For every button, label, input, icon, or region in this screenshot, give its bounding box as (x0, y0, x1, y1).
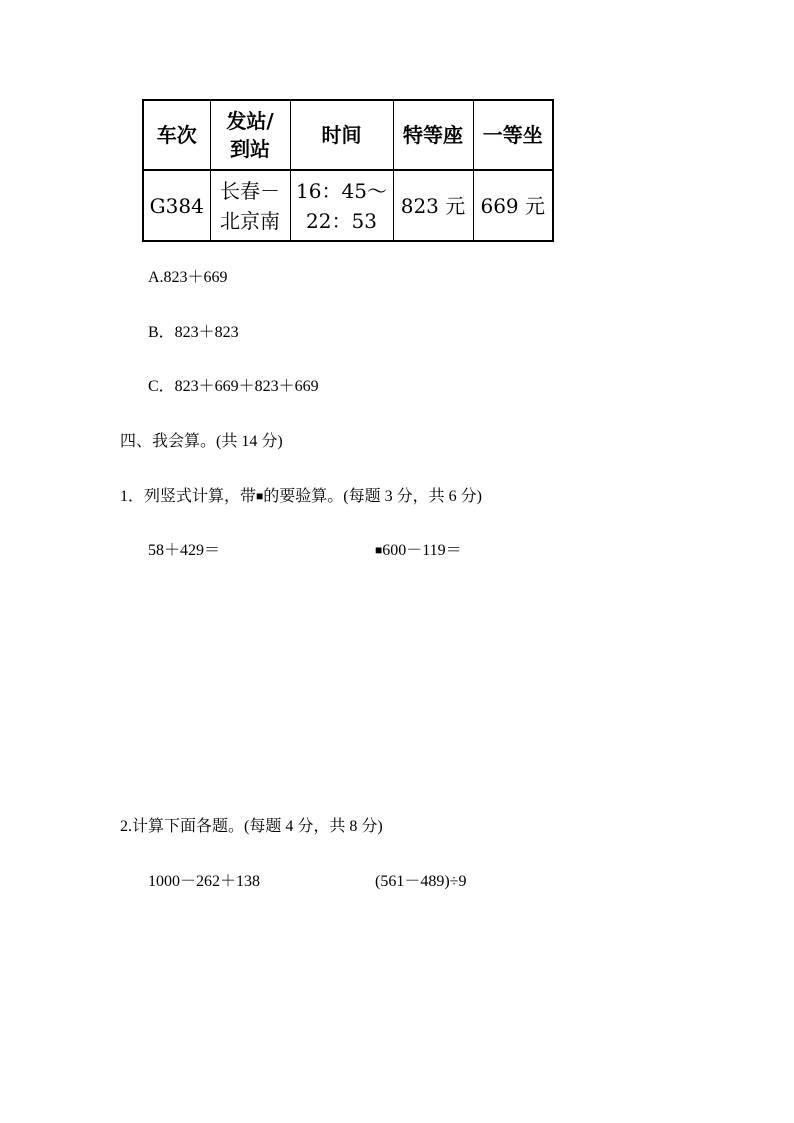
question-2-title: 2.计算下面各题。(每题 4 分，共 8 分) (120, 818, 383, 835)
header-stations: 发站/ 到站 (210, 100, 290, 170)
cell-first-price: 669 元 (473, 170, 553, 241)
section-four-heading: 四、我会算。(共 14 分) (120, 433, 283, 450)
q1-item-2: ■600－119＝ (375, 542, 462, 559)
cell-route: 长春－ 北京南 (210, 170, 290, 241)
verify-marker-icon: ■ (256, 489, 264, 503)
header-train-number: 车次 (143, 100, 210, 170)
header-special-seat: 特等座 (393, 100, 473, 170)
q2-item-1: 1000－262＋138 (148, 873, 261, 890)
option-c: C．823＋669＋823＋669 (148, 378, 319, 395)
q2-item-2: (561－489)÷9 (375, 873, 467, 890)
train-ticket-table (142, 99, 554, 242)
verify-marker-icon: ■ (375, 543, 383, 557)
option-b: B．823＋823 (148, 324, 239, 341)
cell-time: 16：45～ 22：53 (290, 170, 393, 241)
table-header-row (143, 100, 553, 170)
cell-special-price: 823 元 (393, 170, 473, 241)
header-time: 时间 (290, 100, 393, 170)
table-row (143, 170, 553, 241)
option-a: A.823＋669 (148, 269, 228, 286)
cell-train-number: G384 (143, 170, 210, 241)
q1-item-1: 58＋429＝ (148, 542, 221, 559)
header-first-class-seat: 一等坐 (473, 100, 553, 170)
question-1-title: 1．列竖式计算，带■的要验算。(每题 3 分，共 6 分) (120, 488, 482, 505)
